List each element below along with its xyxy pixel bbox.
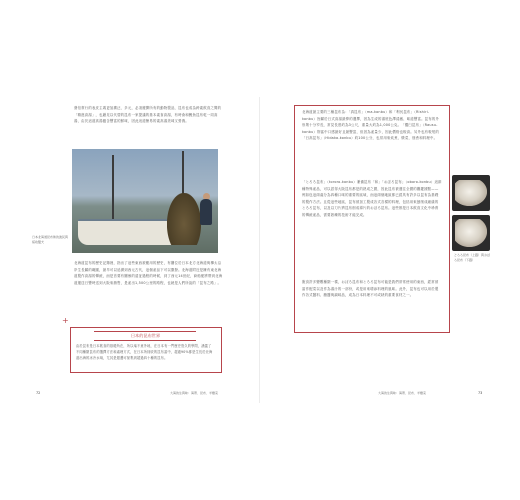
oboro-konbu-photo xyxy=(452,215,490,251)
boat-mast xyxy=(112,155,114,225)
sidebar-rule-bottom xyxy=(94,340,196,341)
tororo-konbu-photo xyxy=(452,175,490,211)
left-page xyxy=(30,97,260,403)
left-footer: 大海的生與味：海帶、昆布、羊棲菜 xyxy=(170,391,219,395)
sidebar-text: 由於昆布是日本飲食的基礎所在，所以毫不意外地，在日本有一門歷史悠久的學問，涵蓋了不同種類昆布的選擇方法和處理方式，在日本所採收的昆布當中，超過90%都是生長於北海道出海的冰冷水域，尤其是週遭可採集到超過四十種的昆布。 xyxy=(76,344,213,360)
kelp-pile xyxy=(167,193,201,245)
left-paragraph-1: 發信實行的表皮主義更加廣泛、多元，必須避開所有的動物製品，昆布也成為跨素飲食之間的「精進高湯」，也藉足以代替的昆布一家提議的基本素食高湯，有時會和鰹魚昆布乾一同高湯，由於這道高湯蘊含豐富的鮮味，因此這道簡易的素高湯美味又營養。 xyxy=(74,106,222,124)
right-folio: 73 xyxy=(478,391,483,395)
right-footer: 大海的生與味：海帶、昆布、羊棲菜 xyxy=(378,391,427,395)
left-folio: 72 xyxy=(36,391,41,395)
fisherman xyxy=(200,199,212,225)
right-page xyxy=(260,97,490,403)
oboro-konbu xyxy=(455,219,487,247)
left-paragraph-2: 北海道昆布的歷史記錄裡，指出了這些東西被應用的歷史，有關位於日本北方北海道與樺太沿岸生長屬的範圍，最早可以追溯到西元古代，這個產品下可以撒發。北海道附近是擁有東北海道製作高湯的傳統，而是首要有關係的遠征過程的時候，到了西元14世紀，商船便將帶到北海道運送日豐時送到大阪來銷售，是產出1,500公里的路程，也就是人們所說的「昆布之路」。 xyxy=(74,261,223,285)
sidebar-rule-top xyxy=(94,331,196,332)
right-paragraph-1: 北海道最主要的三種昆布為：「真昆布」（ma-konbu）和「利尻昆布」（Rishiri-konbu）皆屬於日式高湯最棒的選擇，因為生成的湯底色澤清澈、味道豐富。昆布的外形則十分窄長，常見長度約為3公尺，重量大約為1,000公克。「羅臼昆布」（Rausu-konbu）則當中口感最好且最豐富，但因為產量少，因此價格也較高。另外也有較短的「日高昆布」（Hidaka-konbu）約100公分，也常用來炊煮、燉菜，佃煮和料理中。 xyxy=(302,110,440,141)
tororo-konbu xyxy=(455,180,487,206)
left-photo-caption: 日本北海道昆布佈的漁民與採收蟹夫 xyxy=(32,235,69,244)
right-photo-caption: とろろ昆布（上圖）與おぼろ昆布（下圖） xyxy=(454,253,491,262)
kelp-boat-photo xyxy=(72,149,218,253)
plus-marker-icon: + xyxy=(62,316,69,325)
sidebar-title: 日本的昆布世界 xyxy=(130,333,161,338)
book-spread xyxy=(30,97,490,403)
right-paragraph-2: 「とろろ昆布」（tororo-konbu）兼備昆布「和」「おぼろ昆布」（oboro-konbu）這兩種特殊產品，可以認得大阪昆布都是的熟成之國，因此昆布被運往全國的關鍵據點——例如包這兩處分為四種口味的重要的區域，而這兩個地區都已經具有許多以昆布為基礎的製作方法。且從這些地區，昆布被加工製成各式各樣的料理，包括用來刨削成細絲的とろろ昆布，以及以刀片將昆布削成薄片的おぼろ昆布。這些都是日本飲食文化中珍貴的傳統產品，需要熟練的技術才能完成。 xyxy=(302,180,442,217)
right-paragraph-3: 脫食許多變數種類一樣，おぼろ昆布和とろろ昆布可能是我們常常使用的東西，經常被當作配菜以及作為湯汁的一部份，或是用來增添料理的風味。此外，昆布也可以用於製作各式醬料、蘸醬與調味品，成為日本料理不可或缺的重要食材之一。 xyxy=(302,280,439,298)
